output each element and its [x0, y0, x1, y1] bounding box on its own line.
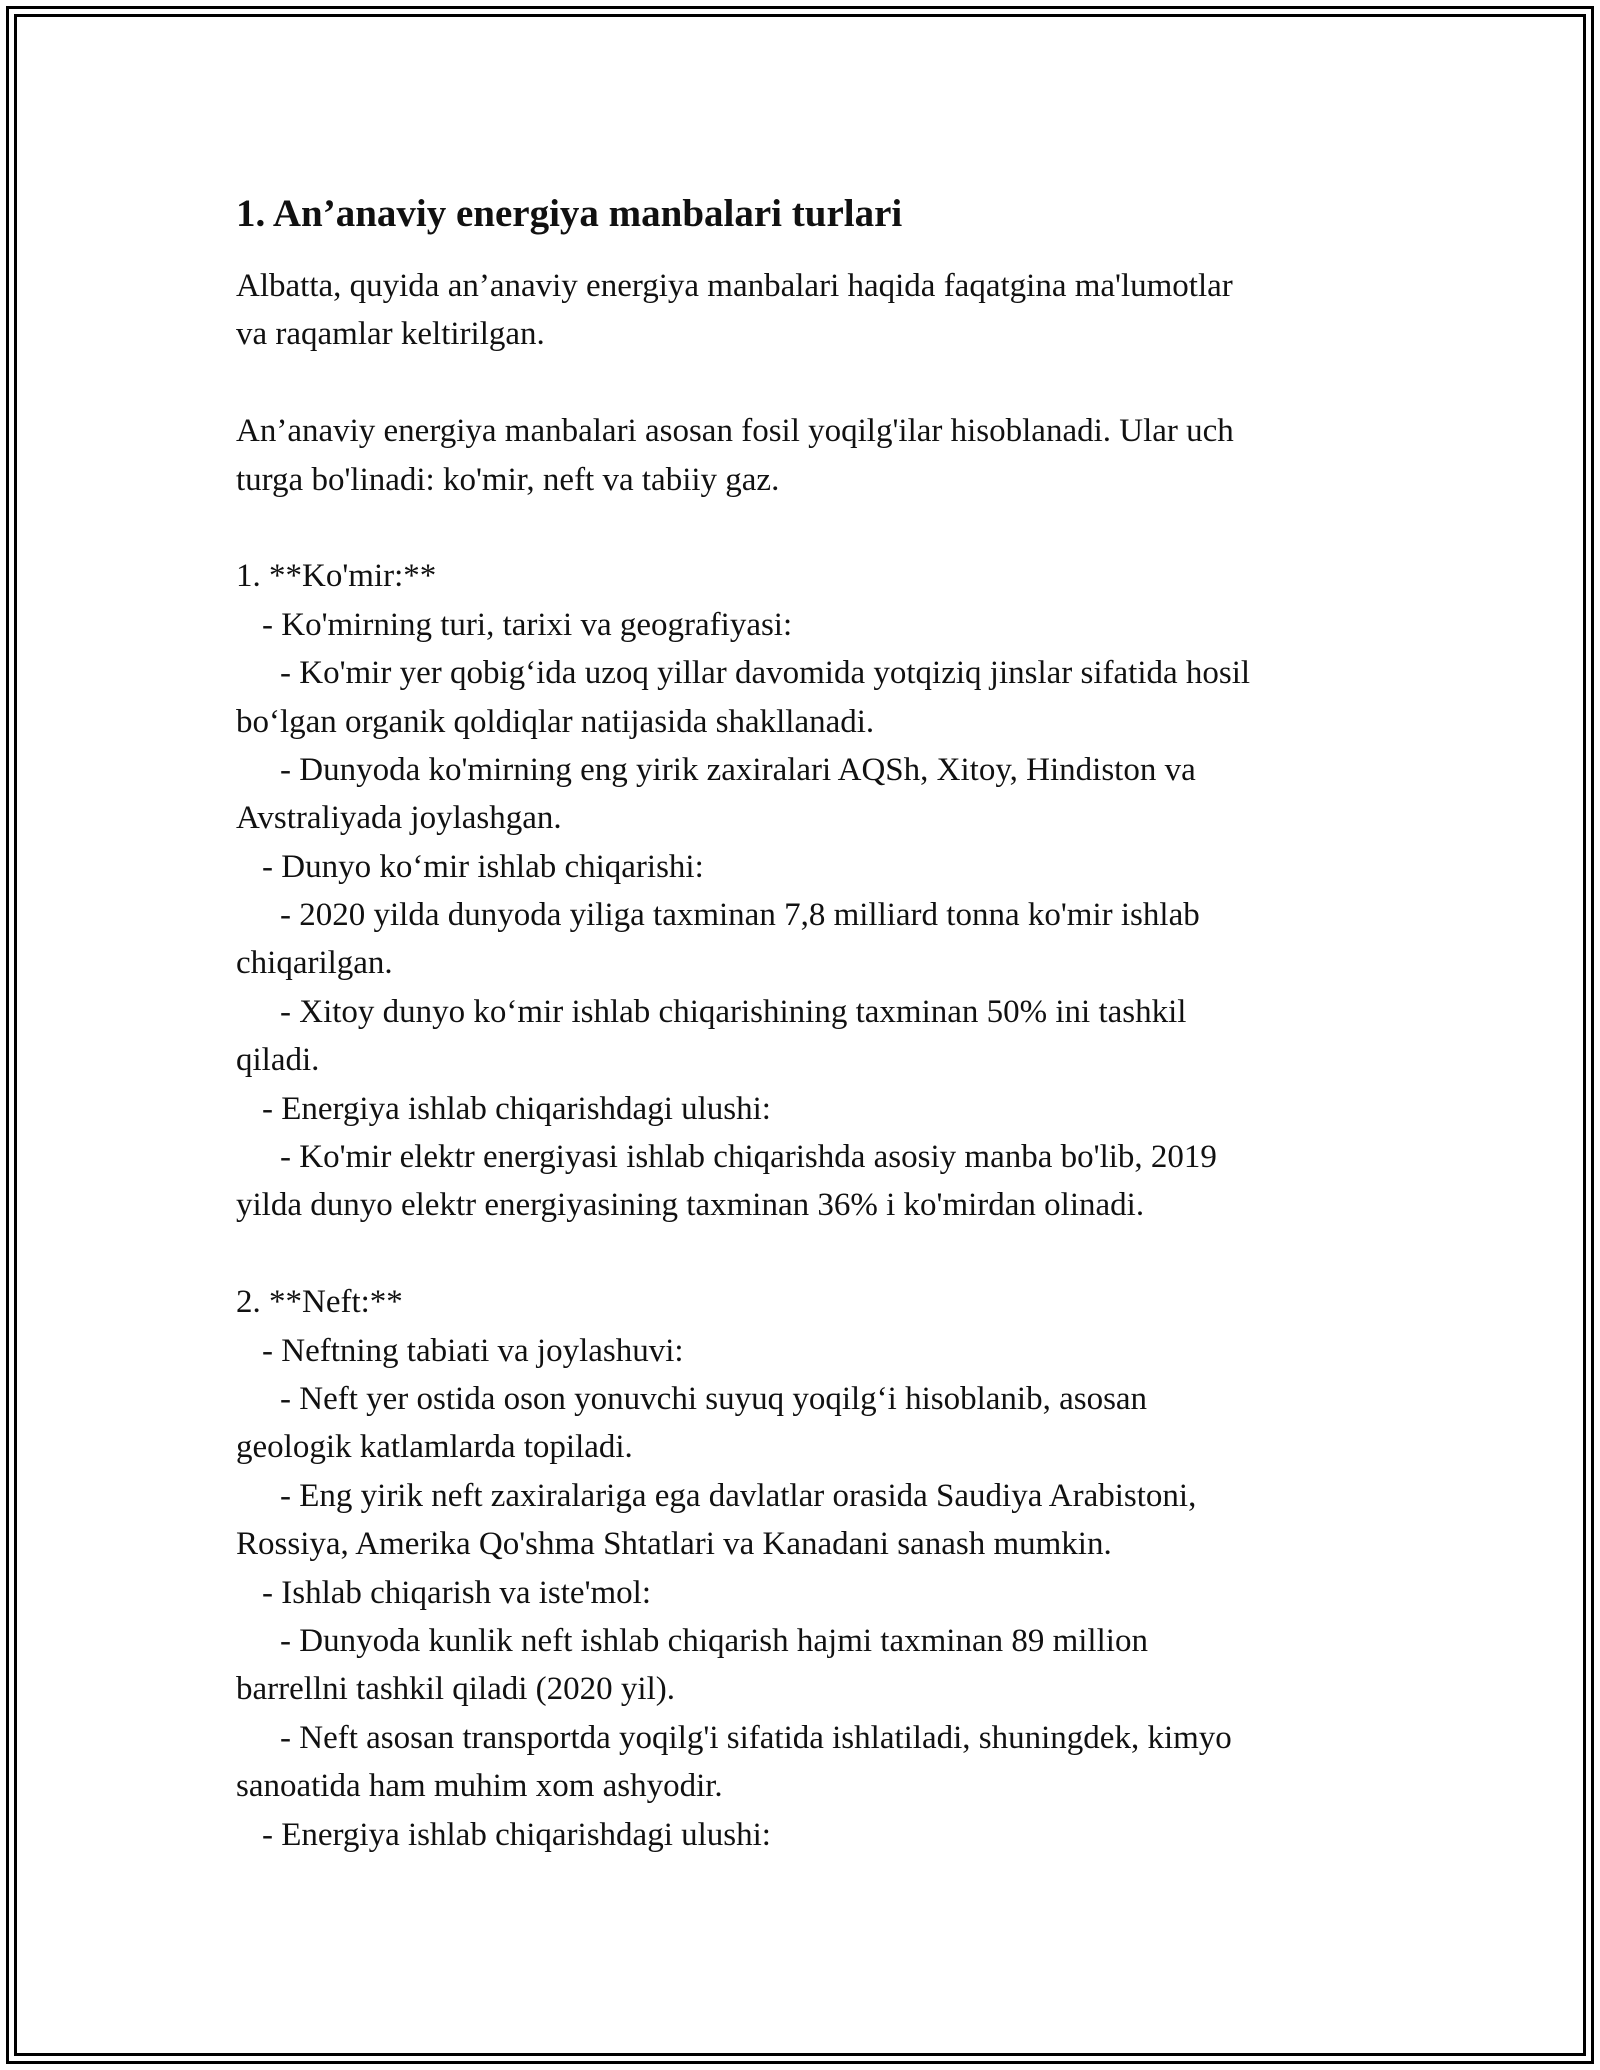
bullet-continuation: bo‘lgan organik qoldiqlar natijasida shakllanadi.	[236, 703, 875, 740]
section-oil	[236, 1278, 1366, 1859]
bullet-line: - Ko'mir yer qobig‘ida uzoq yillar davomida yotqiziq jinslar sifatida hosil	[280, 655, 1251, 692]
bullet-continuation: chiqarilgan.	[236, 945, 393, 982]
subsection-title: - Energiya ishlab chiqarishdagi ulushi:	[262, 1816, 771, 1853]
bullet-continuation: barrellni tashkil qiladi (2020 yil).	[236, 1671, 675, 1708]
bullet-line: - Dunyoda ko'mirning eng yirik zaxiralari AQSh, Xitoy, Hindiston va	[280, 751, 1196, 788]
bullet-continuation: sanoatida ham muhim xom ashyodir.	[236, 1768, 723, 1805]
bullet-line: - Xitoy dunyo ko‘mir ishlab chiqarishining taxminan 50% ini tashkil	[280, 993, 1187, 1030]
subsection-title: - Ishlab chiqarish va iste'mol:	[262, 1574, 652, 1611]
bullet-line: - Ko'mir elektr energiyasi ishlab chiqarishda asosiy manba bo'lib, 2019	[280, 1139, 1217, 1176]
bullet-line: - Neft yer ostida oson yonuvchi suyuq yoqilg‘i hisoblanib, asosan	[280, 1380, 1148, 1417]
intro-line: va raqamlar keltirilgan.	[236, 316, 545, 353]
overview-paragraph	[236, 407, 1366, 504]
overview-line: turga bo'linadi: ko'mir, neft va tabiiy gaz.	[236, 461, 780, 498]
bullet-line: - 2020 yilda dunyoda yiliga taxminan 7,8 milliard tonna ko'mir ishlab	[280, 897, 1200, 934]
subsection-title: - Energiya ishlab chiqarishdagi ulushi:	[262, 1090, 771, 1127]
section-coal	[236, 552, 1366, 1229]
bullet-line: - Dunyoda kunlik neft ishlab chiqarish hajmi taxminan 89 million	[280, 1622, 1148, 1659]
bullet-line: - Neft asosan transportda yoqilg'i sifatida ishlatiladi, shuningdek, kimyo	[280, 1719, 1232, 1756]
bullet-continuation: yilda dunyo elektr energiyasining taxminan 36% i ko'mirdan olinadi.	[236, 1187, 1145, 1224]
intro-line: Albatta, quyida an’anaviy energiya manbalari haqida faqatgina ma'lumotlar	[236, 268, 1233, 304]
document-body	[236, 186, 1366, 1859]
bullet-continuation: Avstraliyada joylashgan.	[236, 800, 562, 837]
list-item-title: 2. **Neft:**	[236, 1284, 403, 1321]
bullet-line: - Eng yirik neft zaxiralariga ega davlatlar orasida Saudiya Arabistoni,	[280, 1477, 1197, 1514]
subsection-title: - Ko'mirning turi, tarixi va geografiyasi:	[262, 606, 793, 643]
section-heading: 1. An’anaviy energiya manbalari turlari	[236, 192, 903, 235]
bullet-continuation: Rossiya, Amerika Qo'shma Shtatlari va Kanadani sanash mumkin.	[236, 1526, 1112, 1563]
bullet-continuation: qiladi.	[236, 1042, 320, 1079]
subsection-title: - Neftning tabiati va joylashuvi:	[262, 1332, 684, 1369]
subsection-title: - Dunyo ko‘mir ishlab chiqarishi:	[262, 848, 704, 885]
overview-line: An’anaviy energiya manbalari asosan fosil yoqilg'ilar hisoblanadi. Ular uch	[236, 413, 1234, 450]
intro-paragraph	[236, 262, 1366, 359]
bullet-continuation: geologik katlamlarda topiladi.	[236, 1429, 633, 1466]
list-item-title: 1. **Ko'mir:**	[236, 558, 437, 595]
